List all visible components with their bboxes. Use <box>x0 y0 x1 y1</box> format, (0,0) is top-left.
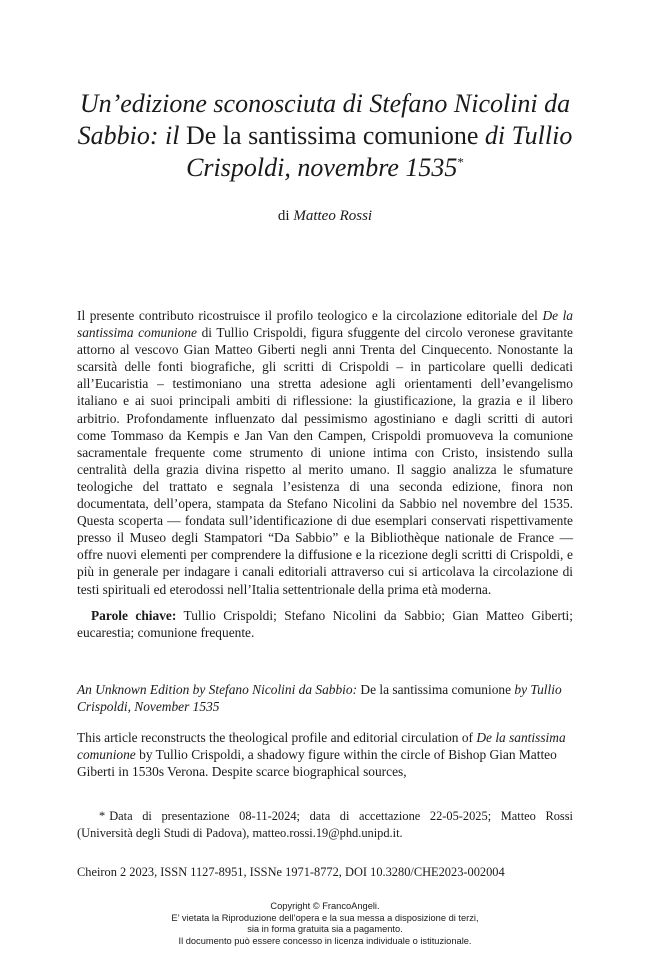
copyright-line-2: E’ vietata la Riproduzione dell’opera e la sua messa a disposizione di terzi, <box>171 912 479 923</box>
abstract-it-body: di Tullio Crispoldi, figura sfuggente del circolo veronese gravitante attorno al vescovo Gian Matteo Giberti negli anni Trenta del Cinquecento. Nonostante la scarsità delle fonti biografiche, gli scritti di Crispoldi – in particolare quelli dedicati all’Eucaristia – testimoniano una stretta adesione agli orientamenti dell’evangelismo italiano e ai suoi principali ambiti di riflessione: la giustificazione, la grazia e il libero arbitrio. Profondamente influenzato dal pessimismo agostiniano e dagli scritti di autori come Tommaso da Kempis e Jan Van den Campen, Crispoldi promuoveva la comunione sacramentale frequente come strumento di unione intima con Cristo, insistendo sulla centralità della grazia divina rispetto al merito umano. Il saggio analizza le sfumature teologiche del trattato e segnala l’esistenza di una seconda edizione, finora non documentata, dell’opera, stampata da Stefano Nicolini da Sabbio nel novembre del 1535. Questa scoperta — fondata sull’identificazione di due esemplari conservati rispettivamente presso il Museo degli Stampatori “Da Sabbio” e la Bibliothèque nationale de France — offre nuovi elementi per comprendere la diffusione e la ricezione degli scritti di Crispoldi, e più in generale per indagare i canali editoriali attraverso cui si articolava la circolazione di testi spirituali ed eterodossi nell’Italia settentrionale della prima età moderna. <box>77 325 573 597</box>
copyright-line-4: Il documento può essere concesso in licenza individuale o istituzionale. <box>178 935 472 946</box>
author-name: Matteo Rossi <box>293 208 373 224</box>
en-title-work-name: De la santissima comunione <box>360 682 512 697</box>
abstract-italian <box>77 307 573 598</box>
en-title-italic-part-1: An Unknown Edition by Stefano Nicolini da Sabbio: <box>77 682 358 697</box>
footnote-text: Data di presentazione 08-11-2024; data di accettazione 22-05-2025; Matteo Rossi (Università degli Studi di Padova), matteo.rossi.19@phd.unipd.it. <box>77 809 573 840</box>
keywords-text: Tullio Crispoldi; Stefano Nicolini da Sabbio; Gian Matteo Giberti; eucarestia; comunione frequente. <box>77 608 573 641</box>
footnote-marker: * <box>99 809 106 823</box>
abstract-en-work-title: De la santissima comunione <box>77 730 566 763</box>
footnote <box>77 808 573 841</box>
title-work-name: De la santissima comunione <box>185 121 479 150</box>
copyright-line-3: sia in forma gratuita sia a pagamento. <box>247 924 403 934</box>
abstract-en-sentence-1: This article reconstructs the theological profile and editorial circulation of <box>77 730 473 745</box>
copyright-notice <box>0 901 650 947</box>
english-title <box>77 681 573 715</box>
title-italic-part-2: di Tullio Crispoldi, novembre 1535 <box>186 121 573 182</box>
abstract-it-work-title: De la santissima comunione <box>77 308 573 341</box>
abstract-en-body: by Tullio Crispoldi, a shadowy figure within the circle of Bishop Gian Matteo Giberti in 1530s Verona. Despite scarce biographical sources, <box>77 747 557 780</box>
abstract-english <box>77 729 573 780</box>
copyright-line-1: Copyright © FrancoAngeli. <box>270 901 380 911</box>
byline <box>0 207 650 225</box>
keywords <box>77 607 573 641</box>
abstract-it-sentence-1: Il presente contributo ricostruisce il profilo teologico e la circolazione editoriale del <box>77 308 538 323</box>
en-title-italic-part-2: by Tullio Crispoldi, November 1535 <box>77 682 562 715</box>
article-title <box>60 88 590 184</box>
title-italic-part-1: Un’edizione sconosciuta di Stefano Nicolini da Sabbio: il <box>77 89 571 150</box>
keywords-label: Parole chiave: <box>91 608 177 623</box>
journal-citation: Cheiron 2 2023, ISSN 1127-8951, ISSNe 1971-8772, DOI 10.3280/CHE2023-002004 <box>77 865 505 879</box>
title-footnote-marker[interactable]: * <box>457 154 464 170</box>
byline-prefix: di <box>277 208 290 224</box>
